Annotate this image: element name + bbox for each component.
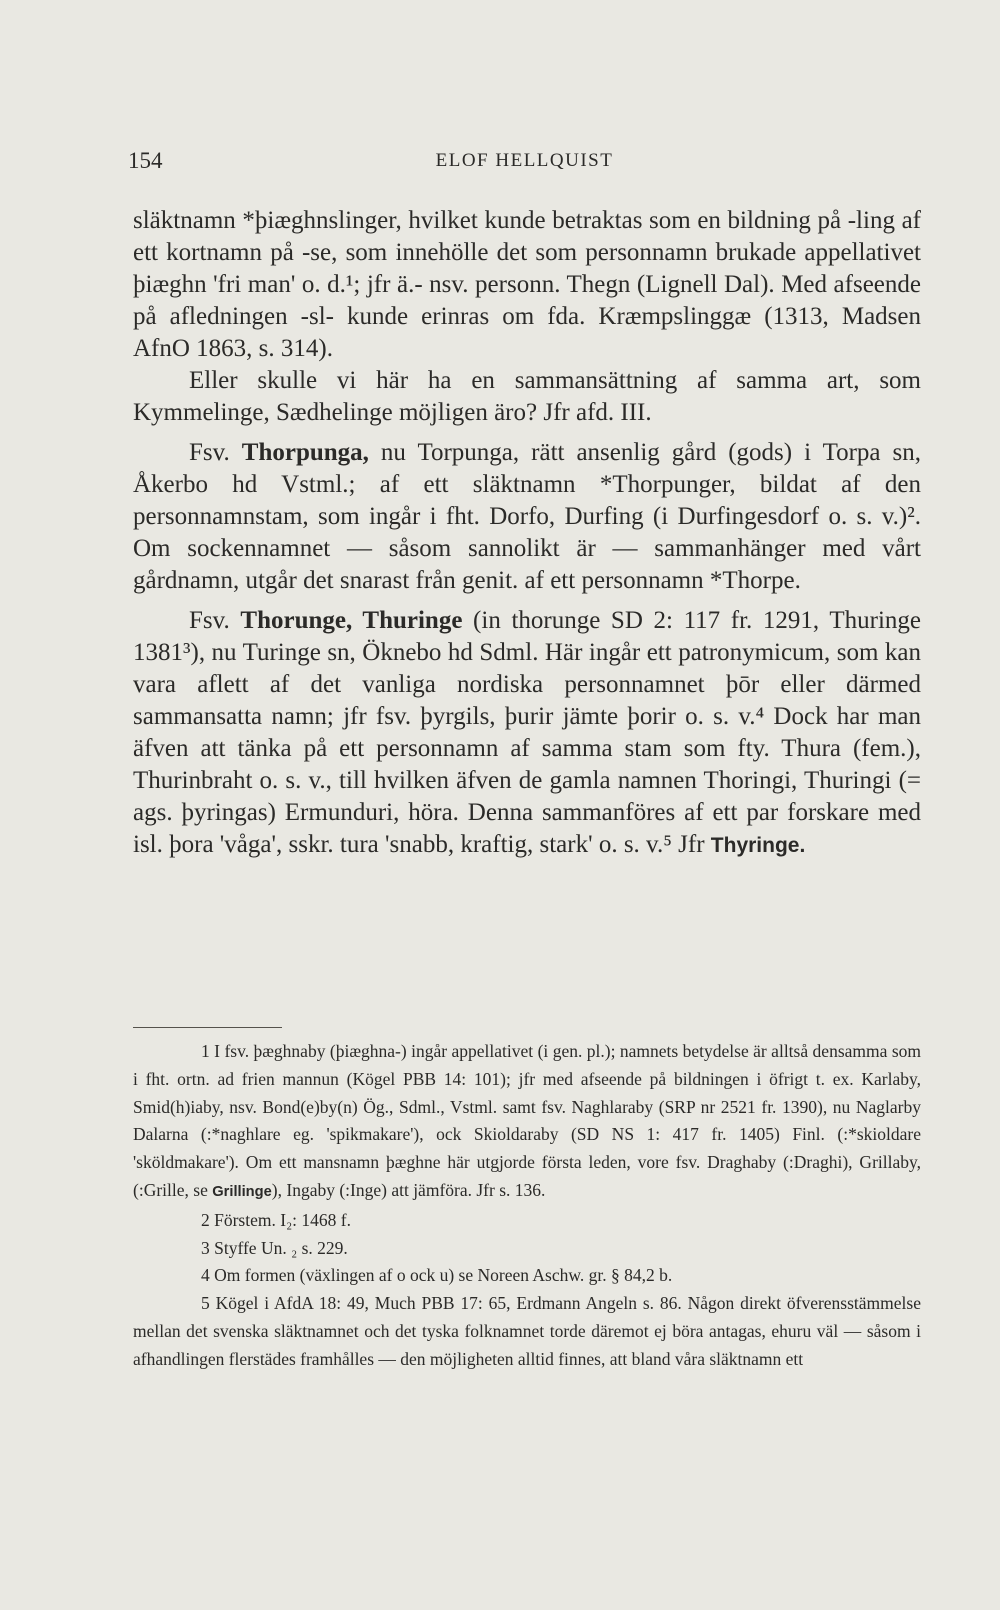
cross-reference-thyringe: Thyringe. bbox=[710, 834, 806, 857]
cross-reference-grillinge: Grillinge bbox=[212, 1183, 272, 1200]
headword-thorunge: Thorunge, Thuringe bbox=[240, 607, 463, 634]
footnote-3: 3 Styffe Un. ₂ s. 229. bbox=[201, 1237, 348, 1258]
footnote-1 bbox=[133, 1038, 921, 1207]
footnote-4: 4 Om formen (växlingen af o ock u) se Noreen Aschw. gr. § 84,2 b. bbox=[201, 1265, 673, 1286]
footnote-2: 2 Förstem. I₂: 1468 f. bbox=[201, 1209, 351, 1230]
footnote-5: 5 Kögel i AfdA 18: 49, Much PBB 17: 65, Erdmann Angeln s. 86. Någon direkt öfverensstämmelse mellan det svenska släktnamnet och det tyska folknamnet torde däremot ej böra antagas, ehuru väl — såsom i afhandlingen flerstädes framhålles — den möjligheten alltid finnes, att bland våra släktnamn ett bbox=[133, 1293, 921, 1369]
entry-text: (in thorunge SD 2: 117 fr. 1291, Thuringe 1381³), nu Turinge sn, Öknebo hd Sdml. Här ingår ett patronymicum, som kan vara aflett af det vanliga nordiska personnamnet þōr eller därmed sammansatta namn; jfr fsv. þyrgils, þurir jämte þorir o. s. v.⁴ Dock har man äfven att tänka på ett personnamn af samma stam som fty. Thura (fem.), Thurinbraht o. s. v., till hvilken äfven de gamla namnen Thoringi, Thuringi (= ags. þyringas) Ermunduri, höra. Denna sammanföres af ett par forskare med isl. þora 'våga', sskr. tura 'snabb, kraftig, stark' o. s. v.⁵ Jfr bbox=[133, 607, 921, 858]
paragraph-2: Eller skulle vi här ha en sammansättning af samma art, som Kymmelinge, Sædhelinge möjligen äro? Jfr afd. III. bbox=[133, 367, 921, 426]
page-header bbox=[128, 148, 921, 178]
footnote-1-text-end: ), Ingaby (:Inge) att jämföra. Jfr s. 136. bbox=[271, 1179, 546, 1200]
entry-text: nu Torpunga, rätt ansenlig gård (gods) i Torpa sn, Åkerbo hd Vstml.; af ett släktnamn *Thorpunger, bildat af den personnamnstam, som ingår i fht. Dorfo, Durfing (i Durfingesdorf o. s. v.)². Om sockennamnet — såsom sannolikt är — sammanhänger med vårt gårdnamn, utgår det snarast från genit. af ett personnamn *Thorpe. bbox=[133, 439, 921, 594]
main-text bbox=[133, 205, 921, 862]
entry-prefix: Fsv. bbox=[189, 607, 230, 634]
page-number: 154 bbox=[128, 148, 163, 173]
footnote-1-text: 1 I fsv. þæghnaby (þiæghna-) ingår appellativet (i gen. pl.); namnets betydelse är alltså densamma som i fht. ortn. ad frien mannun (Kögel PBB 14: 101); jfr med afseende på bildningen i öfrigt t. ex. Karlaby, Smid(h)iaby, nsv. Bond(e)by(n) Ög., Sdml., Vstml. samt fsv. Naghlaraby (SRP nr 2521 fr. 1390), nu Naglarby Dalarna (:*naghlare eg. 'spikmakare'), ock Skioldaraby (SD NS 1: 417 fr. 1405) Finl. (:*skioldare 'sköldmakare'). Om ett mansnamn þæghne här utgjorde första leden, vore fsv. Draghaby (:Draghi), Grillaby, (:Grille, se bbox=[133, 1041, 921, 1200]
paragraph-1: släktnamn *þiæghnslinger, hvilket kunde betraktas som en bildning på -ling af ett kortnamn på -se, som innehölle det som personnamn brukade appellativet þiæghn 'fri man' o. d.¹; jfr ä.- nsv. personn. Thegn (Lignell Dal). Med afseende på afledningen -sl- kunde erinras om fda. Kræmpslinggæ (1313, Madsen AfnO 1863, s. 314). bbox=[133, 207, 921, 362]
entry-thorunge bbox=[133, 605, 921, 862]
entry-thorpunga bbox=[133, 437, 921, 597]
headword-thorpunga: Thorpunga, bbox=[241, 439, 369, 466]
footnotes bbox=[133, 1038, 921, 1374]
footnote-rule bbox=[133, 1027, 282, 1028]
running-title: ELOF HELLQUIST bbox=[435, 150, 614, 171]
entry-prefix: Fsv. bbox=[189, 439, 230, 466]
